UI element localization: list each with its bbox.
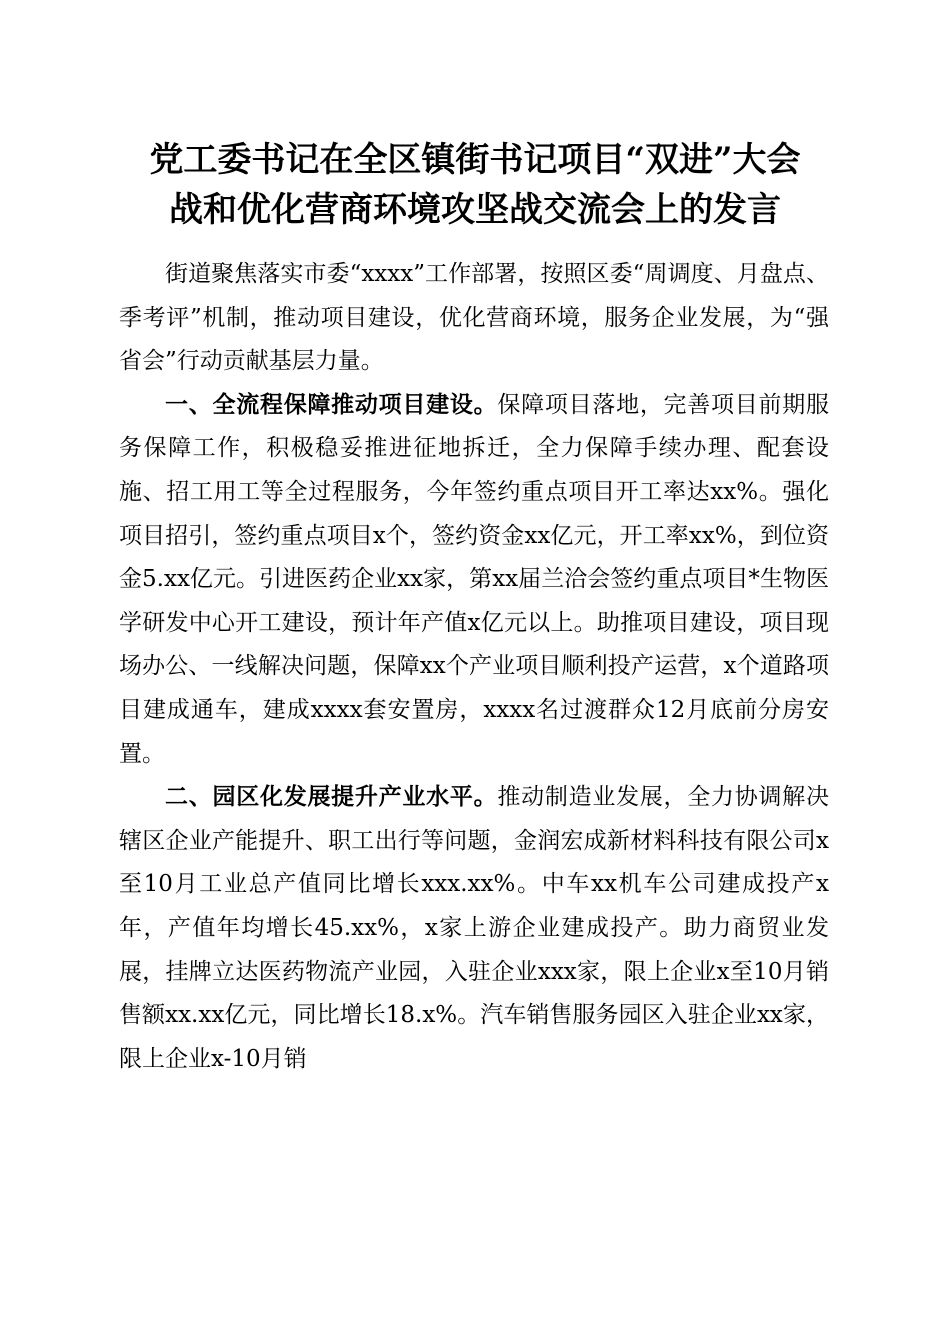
section-2-text: 推动制造业发展，全力协调解决辖区企业产能提升、职工出行等问题，金润宏成新材料科技有限公司x至10月工业总产值同比增长xxx.xx%。中车xx机车公司建成投产x年，产值年均增长45.xx%，x家上游企业建成投产。助力商贸业发展，挂牌立达医药物流产业园，入驻企业xxx家，限上企业x至10月销售额xx.xx亿元，同比增长18.x%。汽车销售服务园区入驻企业xx家，限上企业x-10月销: [119, 784, 830, 1072]
intro-paragraph: [119, 253, 829, 384]
document-title: [100, 135, 850, 235]
section-1-text: 保障项目落地，完善项目前期服务保障工作，积极稳妥推进征地拆迁，全力保障手续办理、配套设施、招工用工等全过程服务，今年签约重点项目开工率达xx%。强化项目招引，签约重点项目x个，签约资金xx亿元，开工率xx%，到位资金5.xx亿元。引进医药企业xx家，第xx届兰洽会签约重点项目*生物医学研发中心开工建设，预计年产值x亿元以上。助推项目建设，项目现场办公、一线解决问题，保障xx个产业项目顺利投产运营，x个道路项目建成通车，建成xxxx套安置房，xxxx名过渡群众12月底前分房安置。: [119, 391, 830, 767]
section-2-paragraph: [119, 776, 829, 1081]
intro-paragraph-text: 街道聚焦落实市委“xxxx”工作部署，按照区委“周调度、月盘点、季考评”机制，推动项目建设，优化营商环境，服务企业发展，为“强省会”行动贡献基层力量。: [119, 261, 829, 375]
section-1-paragraph: [119, 384, 829, 776]
document-body: [119, 253, 829, 1081]
section-2-heading: 二、园区化发展提升产业水平。: [165, 784, 498, 811]
section-1-heading: 一、全流程保障推动项目建设。: [165, 391, 498, 418]
document-title-line-1: 党工委书记在全区镇街书记项目“双进”大会: [149, 140, 801, 180]
document-title-line-2: 战和优化营商环境攻坚战交流会上的发言: [169, 190, 781, 230]
